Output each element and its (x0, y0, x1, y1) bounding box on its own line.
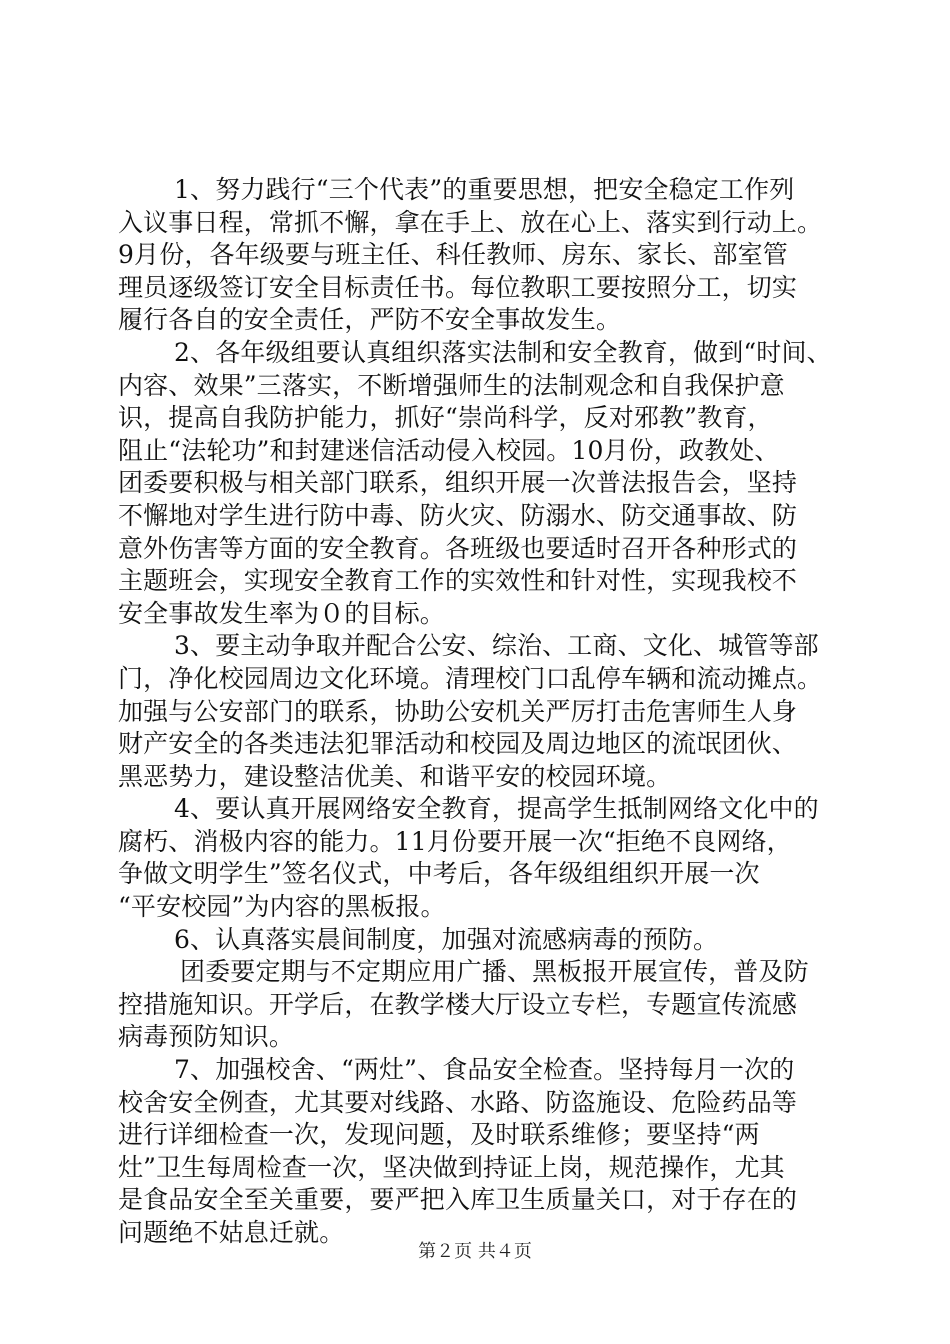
paragraph-3-line: 3、要主动争取并配合公安、综治、工商、文化、城管等部 (174, 631, 819, 661)
paragraph-2-line: 安全事故发生率为０的目标。 (118, 598, 445, 628)
paragraph-1-line: 1、努力践行“三个代表”的重要思想，把安全稳定工作列 (174, 175, 795, 204)
paragraph-7-line: 进行详细检查一次，发现问题，及时联系维修；要坚持“两 (118, 1120, 760, 1150)
paragraph-3-line: 加强与公安部门的联系，协助公安机关严厉打击危害师生人身 (118, 696, 798, 726)
paragraph-2-line: 识，提高自我防护能力，抓好“崇尚科学，反对邪教”教育， (118, 403, 773, 433)
paragraph-4-line: 腐朽、消极内容的能力。11月份要开展一次“拒绝不良网络， (118, 826, 792, 856)
paragraph-2-line: 阻止“法轮功”和封建迷信活动侵入校园。10月份，政教处、 (118, 435, 780, 465)
page-number-footer: 第２页 共４页 (418, 1241, 532, 1262)
paragraph-3-line: 财产安全的各类违法犯罪活动和校园及周边地区的流氓团伙、 (118, 729, 798, 759)
paragraph-4-line: 争做文明学生”签名仪式，中考后，各年级组组织开展一次 (118, 859, 760, 889)
paragraph-3-line: 黑恶势力，建设整洁优美、和谐平安的校园环境。 (118, 761, 672, 791)
paragraph-4-line: 4、要认真开展网络安全教育，提高学生抵制网络文化中的 (174, 794, 819, 824)
paragraph-2-line: 不懈地对学生进行防中毒、防火灾、防溺水、防交通事故、防 (118, 500, 798, 530)
paragraph-2-line: 2、各年级组要认真组织落实法制和安全教育，做到“时间、 (174, 337, 832, 367)
paragraph-3-line: 门，净化校园周边文化环境。清理校门口乱停车辆和流动摊点。 (118, 663, 823, 693)
paragraph-6-detail-line: 团委要定期与不定期应用广播、黑板报开展宣传，普及防 (180, 957, 809, 987)
paragraph-6-line: 6、认真落实晨间制度，加强对流感病毒的预防。 (174, 924, 719, 954)
paragraph-1-line: 入议事日程，常抓不懈，拿在手上、放在心上、落实到行动上。 (118, 207, 823, 237)
paragraph-7-line: 问题绝不姑息迁就。 (118, 1218, 345, 1247)
paragraph-6-detail-line: 控措施知识。开学后，在教学楼大厅设立专栏，专题宣传流感 (118, 989, 798, 1019)
body-text (118, 174, 848, 1250)
paragraph-7-line: 灶”卫生每周检查一次，坚决做到持证上岗，规范操作，尤其 (118, 1152, 785, 1182)
paragraph-1-line: 9月份，各年级要与班主任、科任教师、房东、家长、部室管 (118, 240, 788, 270)
paragraph-7-line: 是食品安全至关重要，要严把入库卫生质量关口，对于存在的 (118, 1185, 798, 1215)
paragraph-6-detail-line: 病毒预防知识。 (118, 1022, 295, 1052)
paragraph-4-line: “平安校园”为内容的黑板报。 (118, 892, 446, 922)
paragraph-2-line: 意外伤害等方面的安全教育。各班级也要适时召开各种形式的 (118, 533, 798, 563)
paragraph-2-line: 主题班会，实现安全教育工作的实效性和针对性，实现我校不 (118, 566, 798, 596)
paragraph-2-line: 内容、效果”三落实，不断增强师生的法制观念和自我保护意 (118, 370, 785, 400)
paragraph-1-line: 理员逐级签订安全目标责任书。每位教职工要按照分工，切实 (118, 272, 798, 302)
paragraph-1-line: 履行各自的安全责任，严防不安全事故发生。 (118, 305, 622, 335)
paragraph-7-line: 校舍安全例查，尤其要对线路、水路、防盗施设、危险药品等 (118, 1087, 798, 1117)
paragraph-2-line: 团委要积极与相关部门联系，组织开展一次普法报告会，坚持 (118, 468, 798, 498)
paragraph-7-line: 7、加强校舍、“两灶”、食品安全检查。坚持每月一次的 (174, 1055, 795, 1085)
